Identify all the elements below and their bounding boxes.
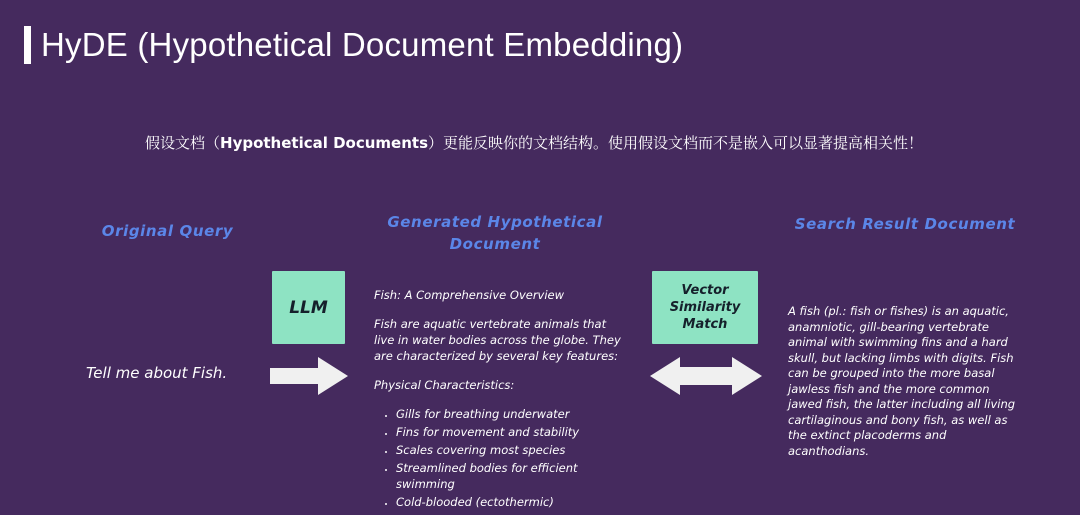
vector-line2: Similarity [669, 300, 741, 315]
list-item: • Gills for breathing underwater [396, 406, 624, 422]
title-text: HyDE (Hypothetical Document Embedding) [41, 26, 684, 63]
list-item: • Fins for movement and stability [396, 424, 624, 440]
llm-box: LLM [272, 271, 345, 344]
subtitle-prefix: 假设文档（ [145, 134, 221, 152]
vector-similarity-box [652, 271, 758, 344]
list-item: • Streamlined bodies for efficient swimming [396, 460, 624, 492]
heading-generated-line2: Document [449, 235, 541, 253]
heading-generated-line1: Generated Hypothetical [387, 213, 603, 231]
heading-generated-document [385, 211, 605, 255]
page-title [24, 26, 683, 64]
vector-similarity-label [670, 282, 741, 333]
arrow-right-icon [270, 357, 348, 395]
list-item: • Cold-blooded (ectothermic) [396, 494, 624, 510]
search-result-body: A fish (pl.: fish or fishes) is an aquatic, anamniotic, gill-bearing vertebrate animal with swimming fins and a hard skull, but lacking limbs with digits. Fish can be grouped into the more basal jawless fish and the more common jawed fish, the latter including all living cartilaginous and bony fish, as well as the extinct placoderms and acanthodians. [788, 304, 1016, 458]
subtitle-emphasis: Hypothetical Documents [220, 134, 429, 152]
subtitle [145, 132, 923, 153]
vector-line3: Match [682, 317, 728, 332]
generated-doc-paragraph: Fish are aquatic vertebrate animals that live in water bodies across the globe. They are characterized by several key features: [374, 317, 621, 363]
heading-search-result: Search Result Document [794, 215, 1016, 233]
generated-doc-title: Fish: A Comprehensive Overview [374, 288, 565, 302]
generated-doc-bullet-list [374, 406, 624, 510]
generated-document-body [374, 287, 624, 512]
arrow-bidirectional-icon [650, 355, 762, 397]
original-query-text: Tell me about Fish. [86, 364, 228, 382]
title-accent-bar [24, 26, 31, 64]
subtitle-suffix: ）更能反映你的文档结构。使用假设文档而不是嵌入可以显著提高相关性！ [428, 134, 924, 152]
vector-line1: Vector [681, 283, 729, 298]
list-item: • Scales covering most species [396, 442, 624, 458]
heading-original-query: Original Query [101, 222, 234, 240]
generated-doc-section-label: Physical Characteristics: [374, 378, 515, 392]
